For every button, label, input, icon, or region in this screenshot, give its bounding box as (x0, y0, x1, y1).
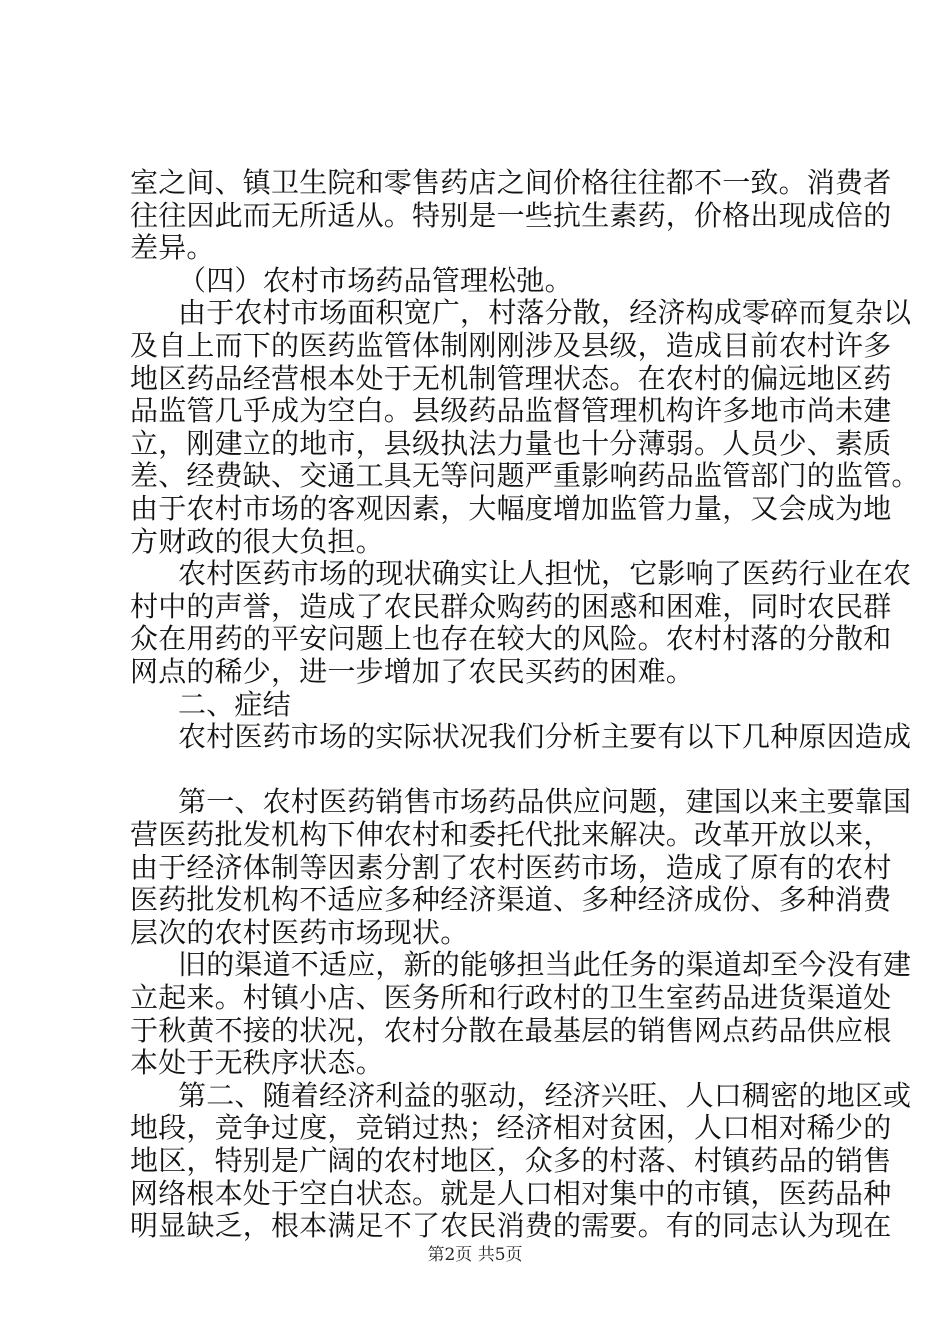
text-line: 农村医药市场的现状确实让人担忧，它影响了医药行业在农 (178, 557, 912, 591)
text-line: 由于农村市场的客观因素，大幅度增加监管力量，又会成为地 (130, 492, 892, 525)
text-line: 差、经费缺、交通工具无等问题严重影响药品监管部门的监管。 (130, 459, 920, 493)
page-footer: 第2页 共5页 (427, 1245, 523, 1265)
text-line: 村中的声誉，造成了农民群众购药的困惑和困难，同时农民群 (130, 589, 892, 623)
section-heading: 二、症结 (178, 687, 291, 721)
text-line: 明显缺乏，根本满足不了农民消费的需要。有的同志认为现在 (130, 1209, 892, 1243)
text-line: 旧的渠道不适应，新的能够担当此任务的渠道却至今没有建 (178, 948, 912, 982)
text-line: 室之间、镇卫生院和零售药店之间价格往往都不一致。消费者 (130, 166, 892, 199)
text-line: 第二、随着经济利益的驱动，经济兴旺、人口稠密的地区或 (178, 1078, 912, 1112)
text-line: 方财政的很大负担。 (130, 524, 384, 558)
text-line: 于秋黄不接的状况，农村分散在最基层的销售网点药品供应根 (130, 1013, 892, 1047)
text-line: 营医药批发机构下伸农村和委托代批来解决。改革开放以来， (130, 818, 892, 851)
text-line: 地区药品经营根本处于无机制管理状态。在农村的偏远地区药 (130, 361, 892, 395)
text-line: 网点的稀少，进一步增加了农民买药的困难。 (130, 655, 695, 688)
text-line: 立，刚建立的地市，县级执法力量也十分薄弱。人员少、素质 (130, 426, 892, 460)
text-line: 及自上而下的医药监管体制刚刚涉及县级，造成目前农村许多 (130, 329, 892, 362)
text-line: 地段，竞争过度，竞销过热；经济相对贫困，人口相对稀少的 (130, 1111, 892, 1145)
text-line: 层次的农村医药市场现状。 (130, 915, 469, 949)
section-heading: （四）农村市场药品管理松弛。 (178, 263, 573, 297)
text-line: 地区，特别是广阔的农村地区，众多的村落、村镇药品的销售 (130, 1144, 892, 1177)
text-line: 差异。 (130, 231, 215, 265)
text-line: 医药批发机构不适应多种经济渠道、多种经济成份、多种消费 (130, 883, 892, 917)
text-line: 第一、农村医药销售市场药品供应问题，建国以来主要靠国 (178, 785, 912, 819)
text-line: 农村医药市场的实际状况我们分析主要有以下几种原因造成 (178, 720, 912, 754)
text-line: 由于经济体制等因素分割了农村医药市场，造成了原有的农村 (130, 850, 892, 884)
text-line: 往往因此而无所适从。特别是一些抗生素药，价格出现成倍的 (130, 198, 892, 232)
text-line: 本处于无秩序状态。 (130, 1046, 384, 1080)
text-line: 由于农村市场面积宽广，村落分散，经济构成零碎而复杂以 (178, 296, 912, 330)
text-line: 品监管几乎成为空白。县级药品监督管理机构许多地市尚未建 (130, 394, 892, 428)
text-line: 网络根本处于空白状态。就是人口相对集中的市镇，医药品种 (130, 1176, 892, 1210)
text-line: 众在用药的平安问题上也存在较大的风险。农村村落的分散和 (130, 622, 892, 656)
text-line: 立起来。村镇小店、医务所和行政村的卫生室药品进货渠道处 (130, 981, 892, 1014)
